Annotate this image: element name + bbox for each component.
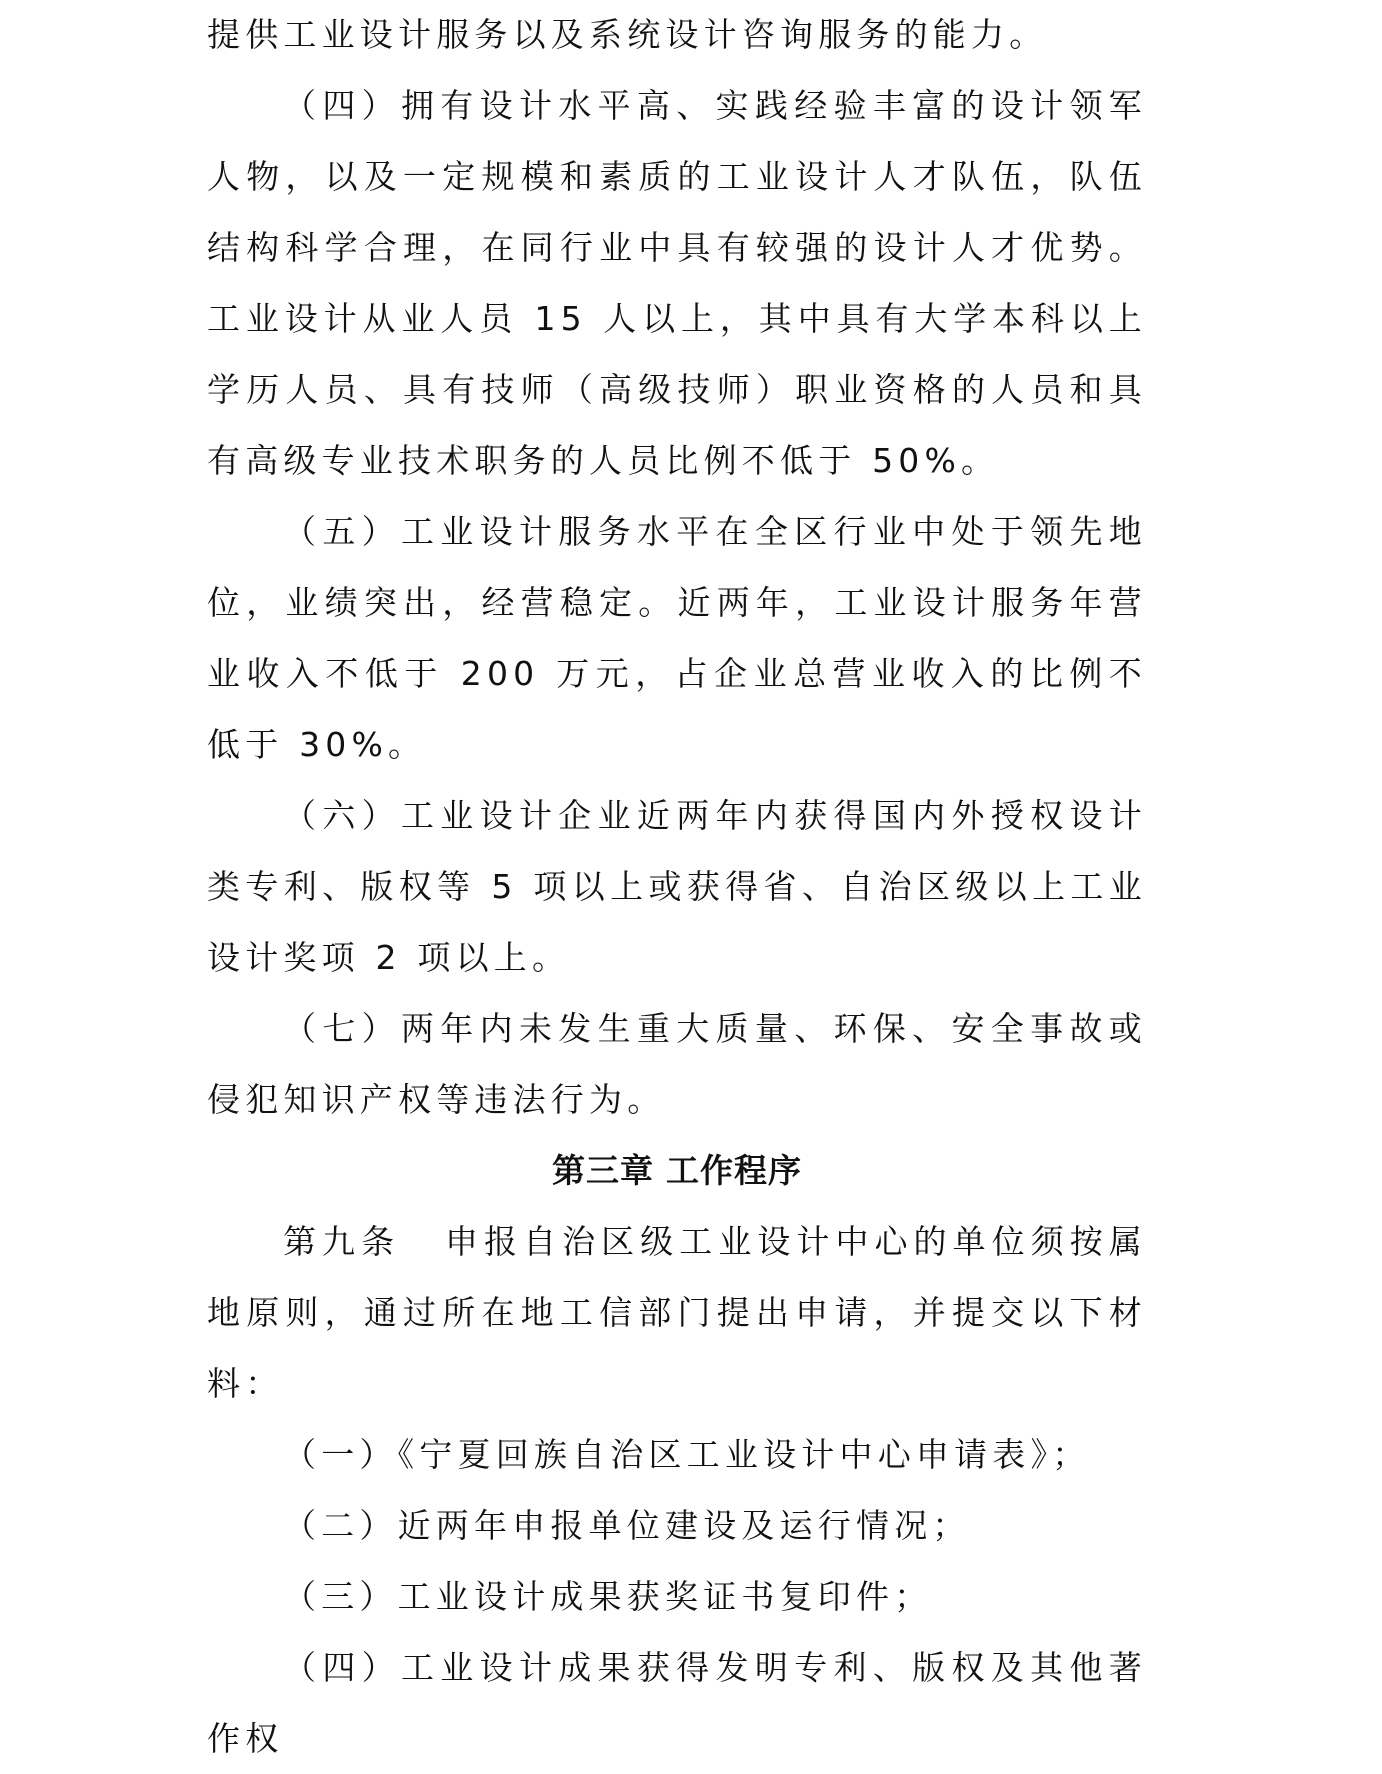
paragraph-item-7: （七）两年内未发生重大质量、环保、安全事故或侵犯知识产权等违法行为。 [207,1009,1147,1119]
paragraph-item-6: （六）工业设计企业近两年内获得国内外授权设计类专利、版权等 5 项以上或获得省、自治区级以上工业设计奖项 2 项以上。 [207,796,1147,977]
chapter-title: 工作程序 [666,1151,802,1190]
material-item-3: （三）工业设计成果获奖证书复印件； [283,1577,933,1616]
chapter-heading [207,1135,1147,1206]
chapter-number: 第三章 [552,1151,654,1190]
article-nine [207,1206,1147,1419]
article-label: 第九条 [283,1222,401,1261]
article-text: 申报自治区级工业设计中心的单位须按属地原则，通过所在地工信部门提出申请，并提交以下材料： [207,1222,1147,1403]
paragraph-continuation: 提供工业设计服务以及系统设计咨询服务的能力。 [207,15,1048,54]
material-item-1: （一）《宁夏回族自治区工业设计中心申请表》； [283,1435,1091,1474]
paragraph-item-5: （五）工业设计服务水平在全区行业中处于领先地位，业绩突出，经营稳定。近两年，工业设计服务年营业收入不低于 200 万元，占企业总营业收入的比例不低于 30%。 [207,512,1147,764]
material-item-4: （四）工业设计成果获得发明专利、版权及其他著作权 [207,1648,1147,1758]
document-page [207,0,1147,1774]
material-item-2: （二）近两年申报单位建设及运行情况； [283,1506,971,1545]
paragraph-item-4: （四）拥有设计水平高、实践经验丰富的设计领军人物，以及一定规模和素质的工业设计人才队伍，队伍结构科学合理，在同行业中具有较强的设计人才优势。工业设计从业人员 15 人以上，其中具有大学本科以上学历人员、具有技师（高级技师）职业资格的人员和具有高级专业技术职务的人员比例不低于 50%。 [207,86,1147,480]
